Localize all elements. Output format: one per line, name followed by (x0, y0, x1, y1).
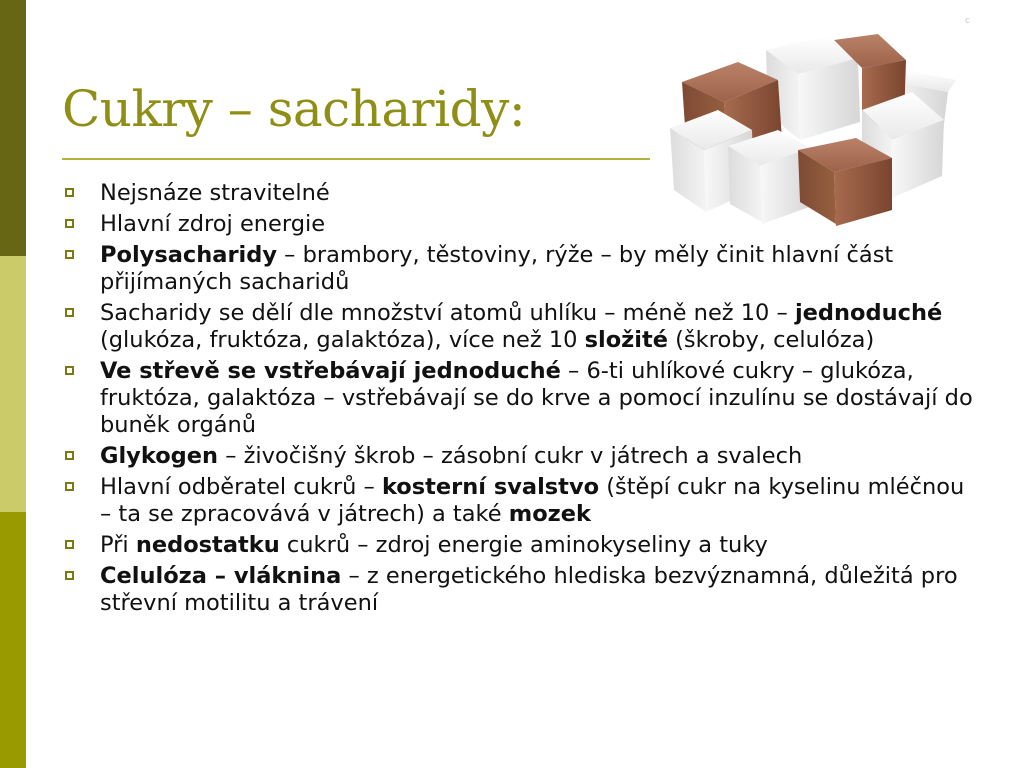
bullet-text (100, 242, 893, 295)
bullet-text (100, 180, 330, 206)
square-bullet-icon (65, 188, 74, 197)
square-bullet-icon (65, 366, 74, 375)
bullet-text (100, 474, 964, 527)
bullet-bold-run: jednoduché (794, 300, 943, 326)
corner-mark: c (965, 16, 970, 26)
square-bullet-icon (65, 250, 74, 259)
side-color-bar (0, 0, 26, 768)
bullet-text (100, 211, 325, 237)
bullet-text (100, 358, 973, 438)
square-bullet-icon (65, 451, 74, 460)
bullet-bold-run: nedostatku (135, 532, 280, 558)
bullet-text-run: Při (100, 532, 136, 558)
square-bullet-icon (65, 308, 74, 317)
bullet-item (62, 300, 982, 354)
bullet-bold-run: Celulóza – vláknina (100, 563, 342, 589)
bullet-text-run: – 6-ti uhlíkové cukry – glukóza, fruktóza, galaktóza – vstřebávají se do krve a pomocí inzulínu se dostávají do buněk orgánů (100, 358, 973, 438)
bullet-text (100, 532, 768, 558)
side-bar-mid-segment (0, 512, 26, 768)
bullet-text-run: – živočišný škrob – zásobní cukr v játrech a svalech (218, 443, 803, 469)
bullet-text-run: (štěpí cukr na kyselinu mléčnou – ta se zpracovává v játrech) a také (100, 474, 965, 527)
bullet-bold-run: Polysacharidy (100, 242, 278, 268)
bullet-item (62, 180, 982, 207)
square-bullet-icon (65, 219, 74, 228)
bullet-item (62, 358, 982, 439)
bullet-item (62, 443, 982, 470)
bullet-text-run: (škroby, celulóza) (668, 327, 875, 353)
slide-title: Cukry – sacharidy: (62, 80, 526, 138)
bullet-text-run: Sacharidy se dělí dle množství atomů uhlíku – méně než 10 – (100, 300, 795, 326)
bullet-text-run: Hlavní zdroj energie (100, 211, 326, 237)
title-underline (62, 158, 650, 160)
bullet-text (100, 300, 942, 353)
bullet-text (100, 563, 958, 616)
bullet-text-run: – brambory, těstoviny, rýže – by měly činit hlavní část přijímaných sacharidů (100, 242, 894, 295)
bullet-item (62, 242, 982, 296)
bullet-item (62, 563, 982, 617)
bullet-list (62, 180, 982, 621)
bullet-text-run: Hlavní odběratel cukrů – (100, 474, 382, 500)
bullet-bold-run: složité (584, 327, 668, 353)
bullet-item (62, 474, 982, 528)
square-bullet-icon (65, 571, 74, 580)
square-bullet-icon (65, 540, 74, 549)
bullet-text-run: Nejsnáze stravitelné (100, 180, 330, 206)
bullet-item (62, 532, 982, 559)
bullet-text-run: (glukóza, fruktóza, galaktóza), více než 10 (100, 327, 585, 353)
bullet-bold-run: Ve střevě se vstřebávají jednoduché (100, 358, 561, 384)
side-bar-dark-segment (0, 0, 26, 256)
bullet-bold-run: mozek (508, 501, 592, 527)
side-bar-light-segment (0, 256, 26, 512)
bullet-text (100, 443, 802, 469)
bullet-text-run: cukrů – zdroj energie aminokyseliny a tuky (279, 532, 768, 558)
bullet-item (62, 211, 982, 238)
bullet-bold-run: kosterní svalstvo (381, 474, 600, 500)
bullet-bold-run: Glykogen (100, 443, 219, 469)
square-bullet-icon (65, 482, 74, 491)
bullet-text-run: – z energetického hlediska bezvýznamná, důležitá pro střevní motilitu a trávení (100, 563, 958, 616)
